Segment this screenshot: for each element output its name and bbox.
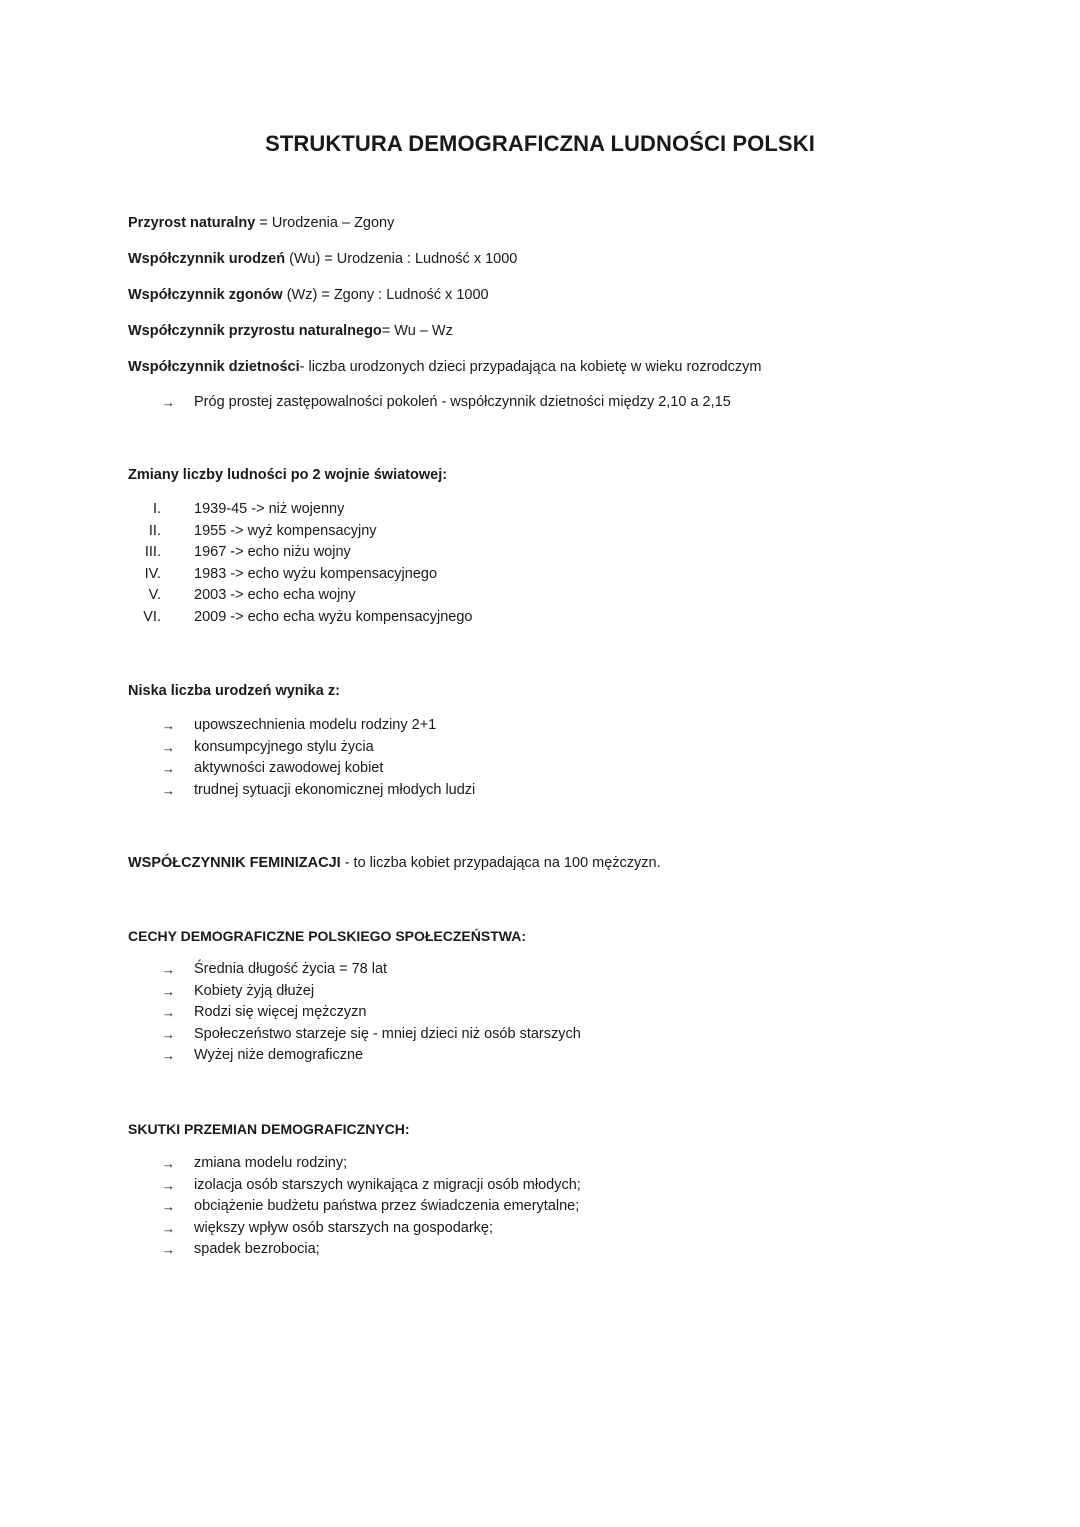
feminization-line (128, 851, 988, 875)
definition-text: = Urodzenia – Zgony (255, 215, 395, 231)
section-heading: CECHY DEMOGRAFICZNE POLSKIEGO SPOŁECZEŃSTWA: (128, 928, 526, 944)
arrow-icon: → (162, 761, 175, 777)
roman-numeral: V. (148, 587, 161, 604)
list-item (128, 1002, 988, 1024)
list-item (128, 564, 988, 586)
arrow-icon: → (162, 1220, 175, 1236)
list-item-text: Średnia długość życia = 78 lat (194, 961, 388, 977)
section-heading: Zmiany liczby ludności po 2 wojnie światowej: (128, 467, 448, 483)
arrow-icon: → (162, 1177, 175, 1193)
definition-line (128, 354, 988, 390)
arrow-icon: → (162, 1005, 175, 1021)
list-item-text: większy wpływ osób starszych na gospodarkę; (194, 1219, 493, 1236)
list-item (128, 1024, 988, 1046)
definition-line (128, 282, 988, 318)
definition-line (128, 210, 988, 246)
arrow-icon: → (162, 1026, 175, 1042)
definition-term: Współczynnik urodzeń (128, 251, 286, 267)
list-item-text: aktywności zawodowej kobiet (194, 760, 384, 777)
list-item (128, 392, 988, 414)
arrow-icon: → (162, 1199, 175, 1215)
effects-section (128, 1117, 988, 1261)
list-item-text: spadek bezrobocia; (194, 1241, 320, 1258)
list-item (128, 715, 988, 737)
list-item-text: konsumpcyjnego stylu życia (194, 738, 374, 755)
population-changes-section (128, 463, 988, 629)
section-heading: Niska liczba urodzeń wynika z: (128, 683, 340, 699)
list-item-text: 1967 -> echo niżu wojny (194, 544, 351, 561)
feminization-term: WSPÓŁCZYNNIK FEMINIZACJI (128, 855, 341, 871)
list-item-text: 2003 -> echo echa wojny (194, 587, 356, 604)
list-item (128, 1239, 988, 1261)
arrow-icon: → (162, 739, 175, 755)
arrow-icon: → (162, 395, 175, 410)
list-item-text: izolacja osób starszych wynikająca z migracji osób młodych; (194, 1176, 581, 1193)
list-item (128, 585, 988, 607)
list-item-text: zmiana modelu rodziny; (194, 1155, 348, 1171)
list-item-text: trudnej sytuacji ekonomicznej młodych ludzi (194, 781, 476, 798)
fertility-note: Próg prostej zastępowalności pokoleń - współczynnik dzietności między 2,10 a 2,15 (194, 394, 731, 410)
list-item-text: obciążenie budżetu państwa przez świadczenia emerytalne; (194, 1198, 580, 1215)
arrow-icon: → (162, 1242, 175, 1258)
list-item-text: Kobiety żyją dłużej (194, 982, 315, 999)
arrow-icon: → (162, 1048, 175, 1064)
arrow-icon: → (162, 718, 175, 733)
roman-numeral: III. (144, 544, 161, 561)
list-item-text: Społeczeństwo starzeje się - mniej dzieci niż osób starszych (194, 1025, 581, 1042)
roman-numeral: I. (152, 501, 161, 517)
effects-list (128, 1153, 988, 1261)
definition-text: = Wu – Wz (381, 323, 453, 339)
section-heading: SKUTKI PRZEMIAN DEMOGRAFICZNYCH: (128, 1121, 410, 1137)
definition-term: Współczynnik zgonów (128, 287, 283, 303)
list-item-text: 2009 -> echo echa wyżu kompensacyjnego (194, 608, 473, 625)
roman-numeral: II. (148, 522, 161, 539)
definition-line (128, 246, 988, 282)
list-item (128, 499, 988, 521)
list-item (128, 737, 988, 759)
list-item-text: 1939-45 -> niż wojenny (194, 501, 345, 517)
feminization-section (128, 851, 988, 875)
list-item (128, 758, 988, 780)
list-item (128, 542, 988, 564)
population-changes-list (128, 499, 988, 629)
definition-text: (Wz) = Zgony : Ludność x 1000 (282, 287, 489, 303)
low-births-list (128, 715, 988, 801)
page-title: STRUKTURA DEMOGRAFICZNA LUDNOŚCI POLSKI (265, 131, 815, 156)
list-item (128, 521, 988, 543)
list-item-text: Wyżej niże demograficzne (194, 1047, 364, 1064)
arrow-icon: → (162, 983, 175, 999)
low-births-section (128, 679, 988, 801)
feminization-text: - to liczba kobiet przypadająca na 100 mężczyzn. (340, 855, 661, 871)
arrow-icon: → (162, 782, 175, 798)
definition-term: Współczynnik przyrostu naturalnego (128, 323, 382, 339)
list-item (128, 1175, 988, 1197)
definition-term: Współczynnik dzietności (128, 359, 300, 375)
features-section (128, 924, 988, 1067)
list-item (128, 1196, 988, 1218)
list-item-text: upowszechnienia modelu rodziny 2+1 (194, 717, 437, 733)
fertility-note-list (128, 392, 988, 414)
list-item (128, 607, 988, 629)
roman-numeral: IV. (144, 565, 161, 582)
definition-line (128, 318, 988, 354)
arrow-icon: → (162, 962, 175, 977)
list-item-text: Rodzi się więcej mężczyzn (194, 1004, 367, 1021)
list-item (128, 1045, 988, 1067)
list-item (128, 959, 988, 981)
roman-numeral: VI. (143, 608, 161, 625)
list-item (128, 981, 988, 1003)
definitions-section (128, 210, 988, 414)
list-item (128, 780, 988, 802)
definition-text: (Wu) = Urodzenia : Ludność x 1000 (285, 251, 518, 267)
definition-term: Przyrost naturalny (128, 215, 256, 231)
list-item (128, 1218, 988, 1240)
list-item-text: 1955 -> wyż kompensacyjny (194, 522, 377, 539)
list-item (128, 1153, 988, 1175)
list-item-text: 1983 -> echo wyżu kompensacyjnego (194, 565, 438, 582)
features-list (128, 959, 988, 1067)
arrow-icon: → (162, 1156, 175, 1171)
definition-text: - liczba urodzonych dzieci przypadająca na kobietę w wieku rozrodczym (299, 359, 762, 375)
